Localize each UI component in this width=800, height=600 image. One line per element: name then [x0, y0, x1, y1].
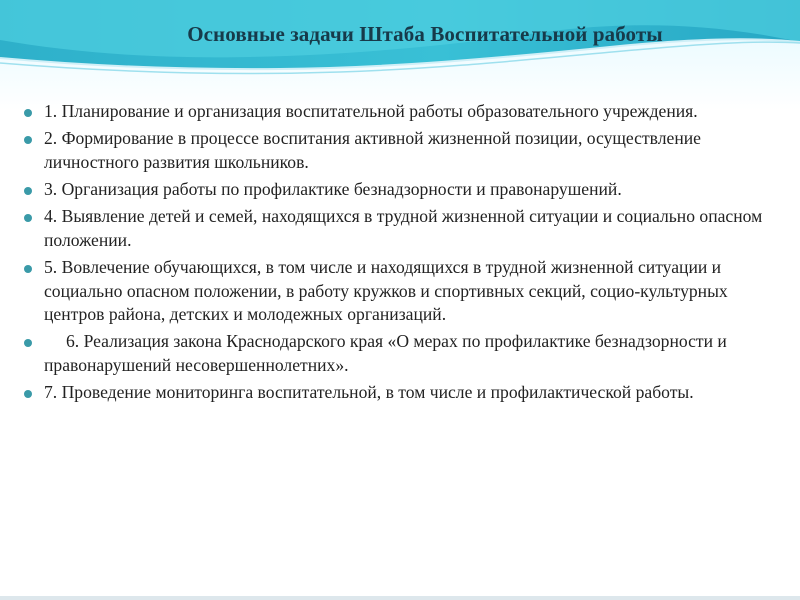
- bullet-dot-icon: [24, 265, 32, 273]
- list-item-text: 6. Реализация закона Краснодарского края «О мерах по профилактике безнадзорности и правонарушений несовершеннолетних».: [44, 331, 732, 375]
- list-item: [24, 127, 769, 174]
- list-item-text: 3. Организация работы по профилактике безнадзорности и правонарушений.: [44, 178, 622, 199]
- list-item: [24, 178, 769, 202]
- bullet-dot-icon: [24, 214, 32, 222]
- list-item-text: 7. Проведение мониторинга воспитательной, в том числе и профилактической работы.: [44, 382, 694, 403]
- list-item-text: 2. Формирование в процессе воспитания активной жизненной позиции, осуществление личностного развития школьников.: [44, 128, 701, 172]
- task-list: [24, 100, 769, 408]
- list-item-text: 4. Выявление детей и семей, находящихся в трудной жизненной ситуации и социально опасном положении.: [44, 206, 763, 250]
- list-item: [24, 381, 769, 405]
- list-item: [24, 205, 769, 252]
- list-item: [24, 100, 769, 124]
- bullet-dot-icon: [24, 136, 32, 144]
- list-item-text: 1. Планирование и организация воспитательной работы образовательного учреждения.: [44, 101, 698, 121]
- slide-title: Основные задачи Штаба Воспитательной работы: [187, 22, 663, 46]
- bullet-dot-icon: [24, 187, 32, 195]
- list-item-text: 5. Вовлечение обучающихся, в том числе и находящихся в трудной жизненной ситуации и социально опасном положении, в работу кружков и спортивных секций, социо-культурных центров района, детских и молодежных организаций.: [44, 256, 728, 325]
- bullet-dot-icon: [24, 109, 32, 117]
- wave-header-decoration: [0, 0, 800, 110]
- bullet-dot-icon: [24, 339, 32, 347]
- list-item: [24, 256, 769, 327]
- bottom-divider: [0, 596, 800, 600]
- list-item: [24, 330, 769, 377]
- bullet-dot-icon: [24, 390, 32, 398]
